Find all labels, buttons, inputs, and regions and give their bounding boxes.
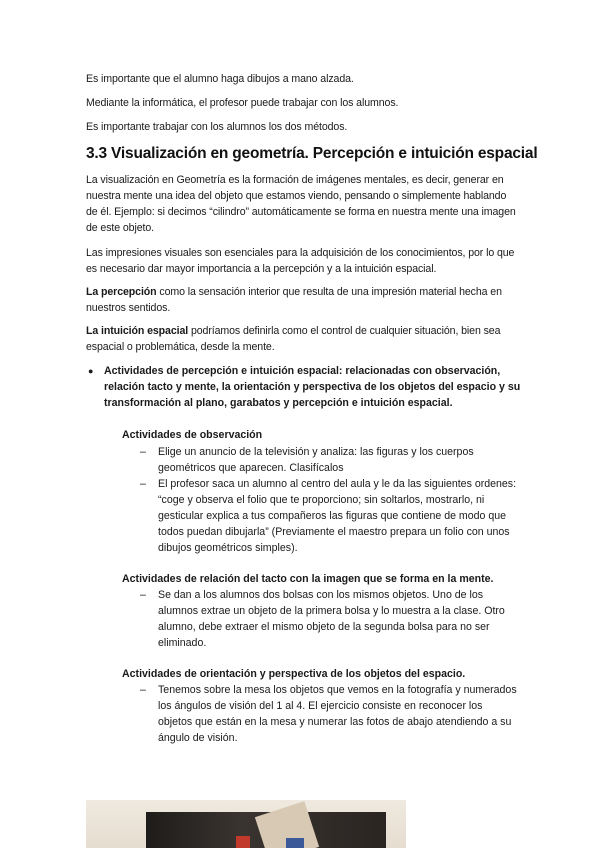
term-perception: La percepción [86,286,157,298]
bullet-text: Actividades de percepción e intuición espacial: relacionadas con observación, relación tacto y mente, la orientación y perspectiva de los objetos del espacio y su transformación al plano, garabatos y percepción e intuición espacial. [104,365,521,409]
observation-item-2-text: El profesor saca un alumno al centro del aula y le da las siguientes ordenes: “coge y observa el folio que te proporciono; sin soltarlos, mostrarlo, ni gesticular explica a tus compañeros las figuras que contiene de modo que todos puedan dibujarla” (Previamente el maestro prepara un folio con unos dibujos geométricos simples). [158,478,517,554]
definition-spatial-intuition: podríamos definirla como el control de cualquier situación, bien sea espacial o problemática, desde la mente. [86,325,501,353]
section-title: 3.3 Visualización en geometría. Percepción e intuición espacial [86,145,538,162]
paragraph-visual-impressions: Las impresiones visuales son esenciales para la adquisición de los conocimientos, por lo que es necesario dar mayor importancia a la percepción y a la intuición espacial. [86,247,515,275]
photo-red-object [236,836,250,848]
bullet-dot-icon: ● [88,366,94,376]
touch-item-1-text: Se dan a los alumnos dos bolsas con los mismos objetos. Uno de los alumnos extrae un objeto de la primera bolsa y lo muestra a la clase. Otro alumno, debe extraer el mismo objeto de la segunda bolsa para no ser eliminado. [158,589,505,649]
paragraph-spatial-intuition [86,323,518,355]
paragraph-visualization: La visualización en Geometría es la formación de imágenes mentales, es decir, generar en nuestra mente una idea del objeto que estamos viendo, pensando o simplemente hablando de él. Ejemplo: si decimos “cilindro” automáticamente se forma en nuestra mente una imagen de este objeto. [86,174,516,234]
observation-item-1-text: Elige un anuncio de la televisión y analiza: las figuras y los cuerpos geométricos que aparecen. Clasifícalos [158,446,474,474]
intro-line-3: Es importante trabajar con los alumnos los dos métodos. [86,121,348,133]
intro-line-1: Es importante que el alumno haga dibujos a mano alzada. [86,73,354,85]
orientation-title: Actividades de orientación y perspectiva de los objetos del espacio. [122,668,466,680]
definition-perception: como la sensación interior que resulta de una impresión material hecha en nuestros sentidos. [86,286,502,314]
dash-icon: – [140,589,146,601]
dash-icon: – [140,478,146,490]
dash-icon: – [140,446,146,458]
orientation-item-1-text: Tenemos sobre la mesa los objetos que vemos en la fotografía y numerados los ángulos de visión del 1 al 4. El ejercicio consiste en reconocer los objetos que están en la mesa y numerar las fotos de abajo atendiendo a su ángulo de visión. [158,684,517,744]
objects-photo [86,800,406,848]
term-spatial-intuition: La intuición espacial [86,325,189,337]
photo-blue-object [286,838,304,848]
observation-title: Actividades de observación [122,429,263,441]
intro-line-2: Mediante la informática, el profesor puede trabajar con los alumnos. [86,97,399,109]
paragraph-perception [86,284,518,316]
touch-title: Actividades de relación del tacto con la imagen que se forma en la mente. [122,573,494,585]
dash-icon: – [140,684,146,696]
